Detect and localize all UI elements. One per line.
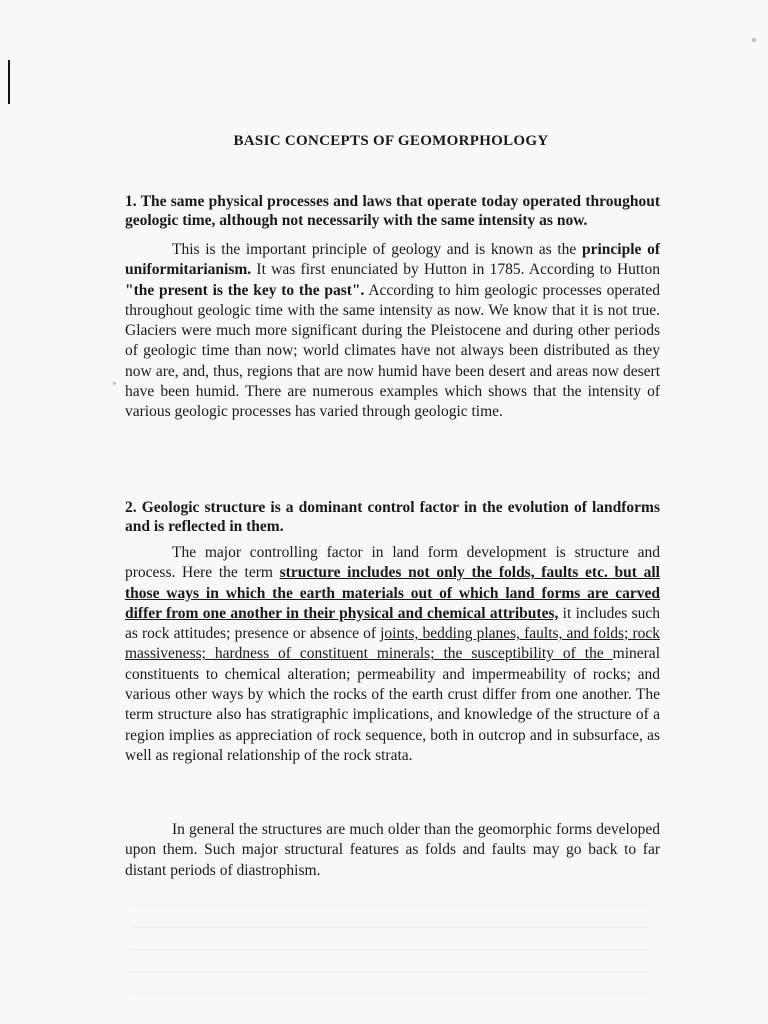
text-run: mineral constituents to chemical alteration; permeability and impermeability of rocks; and various other ways by which the rocks of the earth crust differ from one another. The term structure also has stratigraphic implications, and knowledge of the structure of a region implies as appreciation of rock sequence, both in outcrop and in subsurface, as well as regional relationship of the rock strata. xyxy=(125,645,660,764)
section-1-paragraph xyxy=(125,240,660,423)
bleed-through-text xyxy=(130,905,650,1005)
text-run: it includes such as rock attitudes; presence or absence of xyxy=(125,604,660,643)
bold-quote: "the present is the key to the past". xyxy=(125,281,365,299)
section-2-paragraph xyxy=(125,543,660,766)
text-run: According to him geologic processes operated throughout geologic time with the same intensity as now. We know that it is not true. Glaciers were much more significant during the Pleistocene and during other periods of geologic time than now; world climates have not always been distributed as they now are, and, thus, regions that are now humid have been desert and areas now desert have been humid. There are numerous examples which shows that the intensity of various geologic processes has varied through geologic time. xyxy=(125,281,660,421)
text-run: This is the important principle of geology and is known as the xyxy=(172,241,582,258)
page-title: BASIC CONCEPTS OF GEOMORPHOLOGY xyxy=(233,133,549,149)
scan-speck xyxy=(752,38,756,42)
underlined-definition: structure includes not only the folds, faults etc. but all those ways in which the earth materials out of which land forms are carved differ from one another in their physical and chemical attributes, xyxy=(125,564,660,622)
section-2-heading: 2. Geologic structure is a dominant control factor in the evolution of landforms and is reflected in them. xyxy=(125,499,660,535)
section-2-closing-paragraph: In general the structures are much older than the geomorphic forms developed upon them. Such major structural features as folds and faults may go back to far distant periods of diastrophism. xyxy=(125,821,660,879)
scan-speck xyxy=(113,382,116,385)
bold-term: principle of uniformitarianism. xyxy=(125,241,660,279)
text-run: The major controlling factor in land form development is structure and process. Here the term xyxy=(125,544,660,582)
text-run: It was first enunciated by Hutton in 1785. According to Hutton xyxy=(251,261,660,279)
section-1-heading: 1. The same physical processes and laws that operate today operated throughout geologic time, although not necessarily with the same intensity as now. xyxy=(125,193,660,229)
underlined-list: joints, bedding planes, faults, and folds; rock massiveness; hardness of constituent minerals; the susceptibility of the xyxy=(125,625,660,663)
margin-mark xyxy=(8,60,10,104)
